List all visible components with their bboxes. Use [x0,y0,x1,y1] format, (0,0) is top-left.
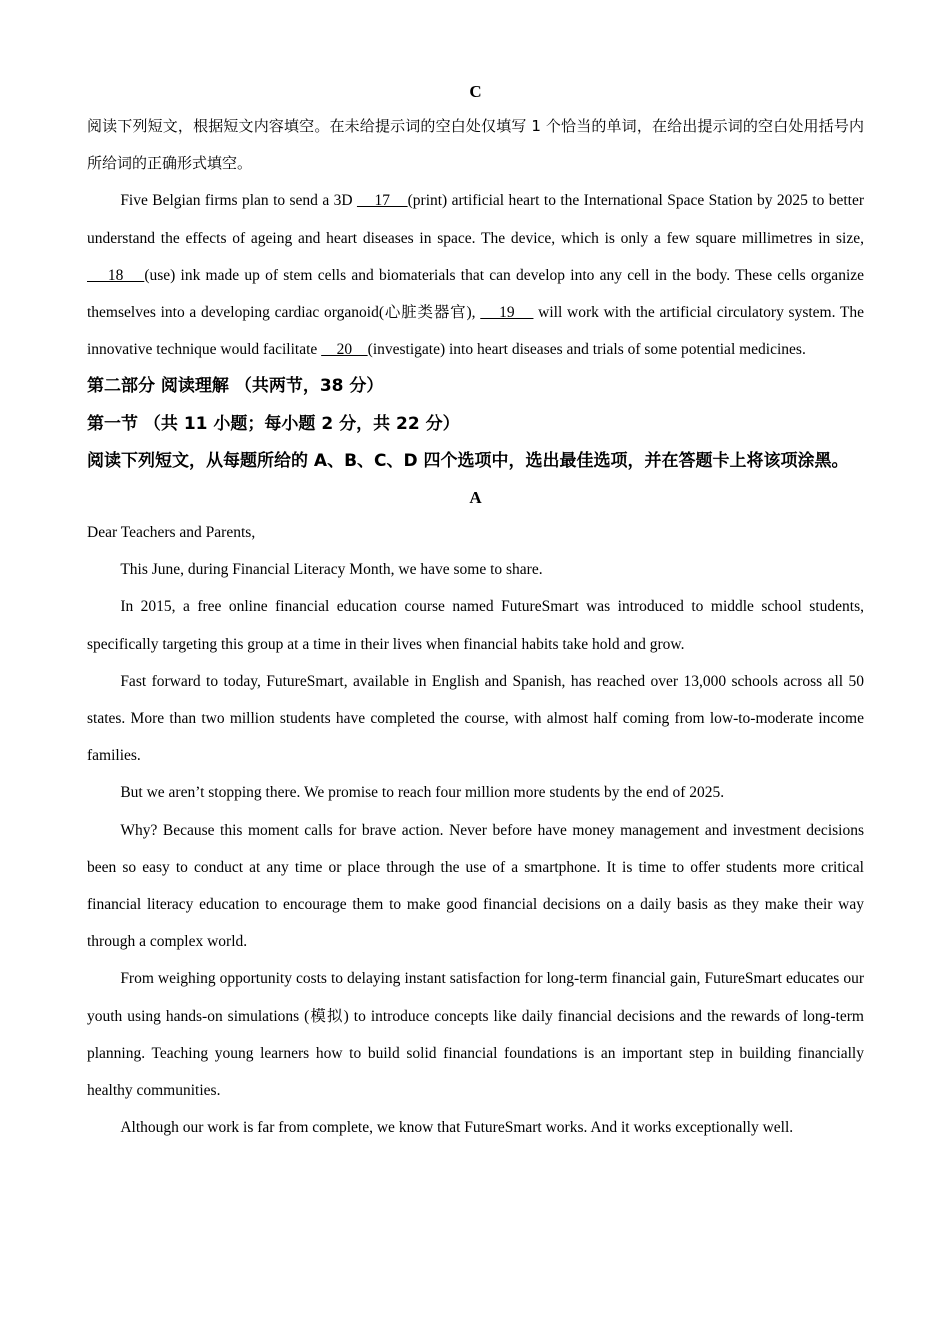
cloze-text-2: (print) artificial heart to the International Space Station by 2025 to better understand the effects of ageing and heart diseases in space. The device, which is only a few square millimetres in size, [87,192,864,247]
passage-paragraph: Although our work is far from complete, we know that FutureSmart works. And it works exceptionally well. [120,1119,794,1137]
part-two-title: 第二部分 阅读理解 （共两节，38 分） [87,376,384,397]
passage-a-heading: A [469,488,482,508]
section-one-title: 第一节 （共 11 小题；每小题 2 分，共 22 分） [87,413,460,434]
passage-paragraph: In 2015, a free online financial education course named FutureSmart was introduced to middle school students, specifically targeting this group at a time in their lives when financial habits take hold and grow. [87,598,864,653]
cloze-text-1: Five Belgian firms plan to send a 3D [120,192,357,210]
reading-instructions: 阅读下列短文，从每题所给的 A、B、C、D 四个选项中，选出最佳选项，并在答题卡上将该项涂黑。 [87,450,849,471]
passage-paragraph: This June, during Financial Literacy Month, we have some to share. [120,561,543,579]
cloze-paragraph [87,182,864,368]
document-content [87,78,864,1146]
passage-paragraph: From weighing opportunity costs to delaying instant satisfaction for long-term financial gain, FutureSmart educates our youth using hands-on simulations (模拟) to introduce concepts like daily financial decisions and the rewards of long-term planning. Teaching young learners how to build solid financial foundations is an important step in building financially healthy communities. [87,970,864,1100]
passage-paragraph: Fast forward to today, FutureSmart, available in English and Spanish, has reached over 13,000 schools across all 50 states. More than two million students have completed the course, with almost half coming from low-to-moderate income families. [87,672,864,765]
blank-20: 20 [321,341,368,359]
cloze-text-4: will work with the artificial circulatory system. The innovative technique would facilitate [87,304,864,359]
section-c-heading: C [469,82,482,101]
blank-18: 18 [87,266,145,284]
passage-paragraph: But we aren’t stopping there. We promise to reach four million more students by the end of 2025. [120,784,725,802]
salutation: Dear Teachers and Parents, [87,524,256,542]
cloze-text-5: (investigate) into heart diseases and trials of some potential medicines. [367,341,806,359]
cloze-text-3: (use) ink made up of stem cells and biomaterials that can develop into any cell in the body. These cells organize themselves into a developing cardiac organoid(心脏类器官), [87,266,865,322]
section-c-instructions: 阅读下列短文，根据短文内容填空。在未给提示词的空白处仅填写 1 个恰当的单词，在给出提示词的空白处用括号内所给词的正确形式填空。 [87,117,864,173]
blank-17: 17 [356,192,408,210]
blank-19: 19 [480,304,534,322]
passage-paragraph: Why? Because this moment calls for brave action. Never before have money management and investment decisions been so easy to conduct at any time or place through the use of a smartphone. It is time to offer students more critical financial literacy education to encourage them to make good financial decisions on a daily basis as they make their way through a complex world. [87,821,864,951]
